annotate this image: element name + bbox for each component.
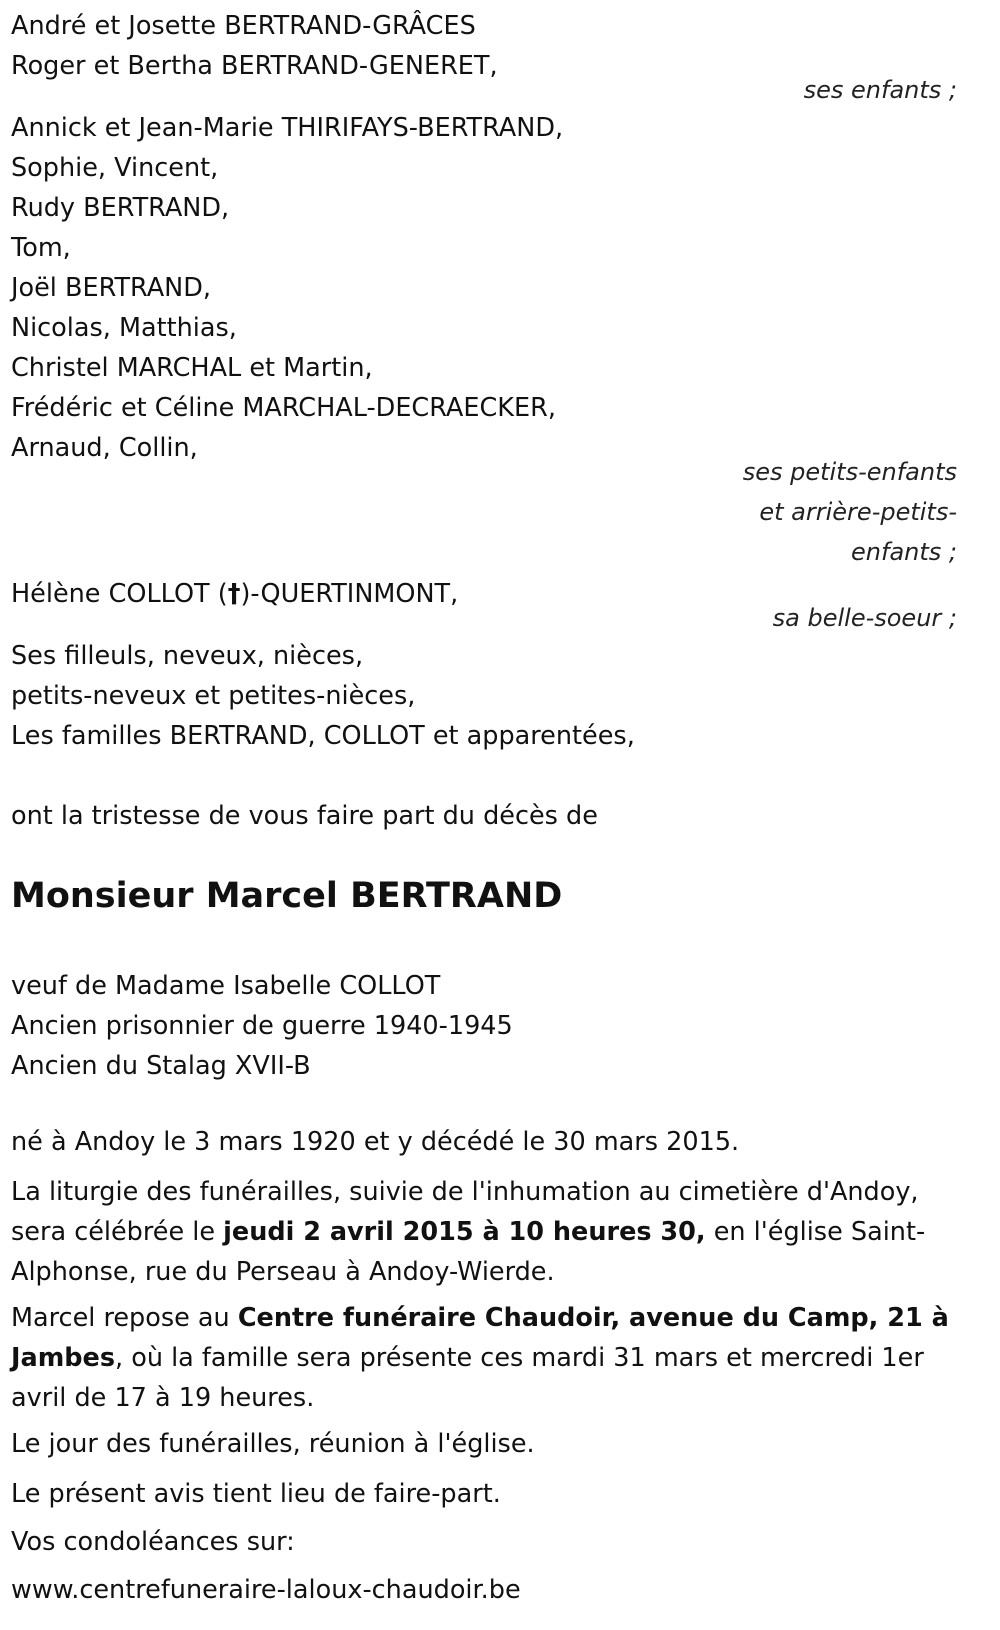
grandchild-line: Christel MARCHAL et Martin, [11, 353, 373, 383]
others-line: Les familles BERTRAND, COLLOT et apparentées, [11, 721, 635, 751]
children-line-1: André et Josette BERTRAND-GRÂCES [11, 11, 476, 41]
grandchildren-role-line: ses petits-enfants [742, 458, 957, 486]
birth-death: né à Andoy le 3 mars 1920 et y décédé le 30 mars 2015. [11, 1127, 740, 1157]
sister-in-law-role: sa belle-soeur ; [772, 604, 957, 632]
grandchild-line: Joël BERTRAND, [11, 273, 211, 303]
grandchild-line: Annick et Jean-Marie THIRIFAYS-BERTRAND, [11, 113, 564, 143]
others-line: Ses filleuls, neveux, nièces, [11, 641, 364, 671]
cross-icon: † [227, 579, 241, 609]
grandchild-line: Tom, [11, 233, 71, 263]
grandchild-line: Sophie, Vincent, [11, 153, 219, 183]
grandchildren-role-line: et arrière-petits- [759, 498, 957, 526]
sister-in-law-name-start: Hélène COLLOT ( [11, 579, 228, 609]
detail-line: Ancien du Stalag XVII-B [11, 1051, 311, 1081]
others-line: petits-neveux et petites-nièces, [11, 681, 416, 711]
grandchild-line: Rudy BERTRAND, [11, 193, 230, 223]
announcement: ont la tristesse de vous faire part du décès de [11, 801, 598, 831]
funeral-place: en l'église Saint-Alphonse, rue du Perseau à Andoy-Wierde. [11, 1217, 926, 1287]
grandchild-line: Arnaud, Collin, [11, 433, 198, 463]
repose-location: Centre funéraire Chaudoir, avenue du Camp, 21 à Jambes [11, 1303, 949, 1373]
repose-text: Marcel repose au [11, 1303, 238, 1333]
funeral-text: La liturgie des funérailles, suivie de l'inhumation au cimetière d'Andoy, sera célébrée le [11, 1177, 919, 1247]
children-role: ses enfants ; [803, 76, 957, 104]
funeral-date: jeudi 2 avril 2015 à 10 heures 30, [223, 1217, 706, 1247]
grandchild-line: Frédéric et Céline MARCHAL-DECRAECKER, [11, 393, 556, 423]
details-block [11, 966, 971, 1086]
funeral-paragraph [11, 1172, 971, 1292]
grandchildren-role-line: enfants ; [851, 538, 957, 566]
others-block [11, 636, 971, 756]
sister-in-law-name-end: )-QUERTINMONT, [240, 579, 459, 609]
grandchildren-block [11, 108, 971, 468]
reunion: Le jour des funérailles, réunion à l'église. [11, 1429, 535, 1459]
detail-line: veuf de Madame Isabelle COLLOT [11, 971, 441, 1001]
repose-paragraph [11, 1298, 971, 1418]
condolences-label: Vos condoléances sur: [11, 1527, 295, 1557]
grandchild-line: Nicolas, Matthias, [11, 313, 237, 343]
grandchildren-role [743, 452, 957, 572]
notice-text: Le présent avis tient lieu de faire-part. [11, 1479, 501, 1509]
repose-hours: , où la famille sera présente ces mardi 31 mars et mercredi 1er avril de 17 à 19 heures. [11, 1343, 924, 1413]
deceased-name: Monsieur Marcel BERTRAND [11, 876, 563, 916]
website-link[interactable]: www.centrefuneraire-laloux-chaudoir.be [11, 1575, 521, 1605]
children-line-2: Roger et Bertha BERTRAND-GENERET, [11, 51, 498, 81]
detail-line: Ancien prisonnier de guerre 1940-1945 [11, 1011, 513, 1041]
